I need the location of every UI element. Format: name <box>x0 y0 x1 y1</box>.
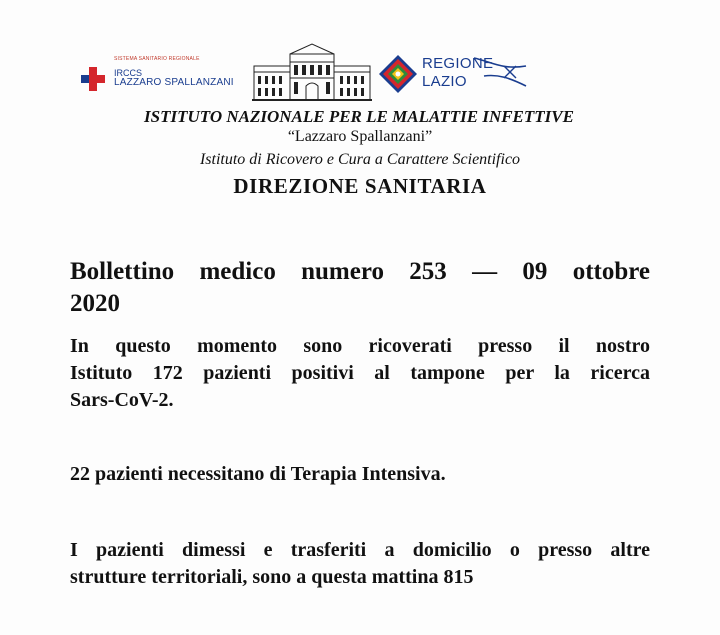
institute-name: ISTITUTO NAZIONALE PER LE MALATTIE INFETTIVE <box>144 107 574 126</box>
spallanzani-irccs: IRCCS <box>114 68 143 78</box>
institute-subtitle: “Lazzaro Spallanzani” <box>287 128 433 145</box>
regione-line1: REGIONE <box>422 55 494 72</box>
institute-building-icon <box>252 42 372 102</box>
bulletin-title-line: Bollettino medico numero 253 — 09 ottobre <box>70 258 650 285</box>
spallanzani-logo <box>80 54 245 94</box>
bulletin-title <box>70 256 650 320</box>
paragraph-line: In questo momento sono ricoverati presso il nostro <box>70 335 650 357</box>
spallanzani-tagline: SISTEMA SANITARIO REGIONALE <box>114 56 200 62</box>
regione-line2: LAZIO <box>422 73 467 90</box>
paragraph-line: strutture territoriali, sono a questa mattina 815 <box>70 566 474 588</box>
bulletin-title-line: 2020 <box>70 290 120 317</box>
paragraph-line: I pazienti dimessi e trasferiti a domicilio o presso altre <box>70 539 650 561</box>
paragraph-line: Sars-CoV-2. <box>70 389 174 411</box>
discharged-paragraph <box>70 537 650 591</box>
spallanzani-name: LAZZARO SPALLANZANI <box>114 77 234 88</box>
intensive-care-paragraph <box>70 461 650 488</box>
paragraph-line: Istituto 172 pazienti positivi al tampone per la ricerca <box>70 362 650 384</box>
red-cross-icon <box>80 66 106 92</box>
regione-emblem-icon <box>378 54 418 94</box>
hospitalized-paragraph <box>70 333 650 414</box>
regione-lazio-logo <box>378 52 528 94</box>
institute-description: Istituto di Ricovero e Cura a Carattere Scientifico <box>199 151 521 168</box>
regione-swoosh-icon <box>472 56 528 90</box>
paragraph-line: 22 pazienti necessitano di Terapia Intensiva. <box>70 463 446 485</box>
department-title: DIREZIONE SANITARIA <box>233 174 487 198</box>
